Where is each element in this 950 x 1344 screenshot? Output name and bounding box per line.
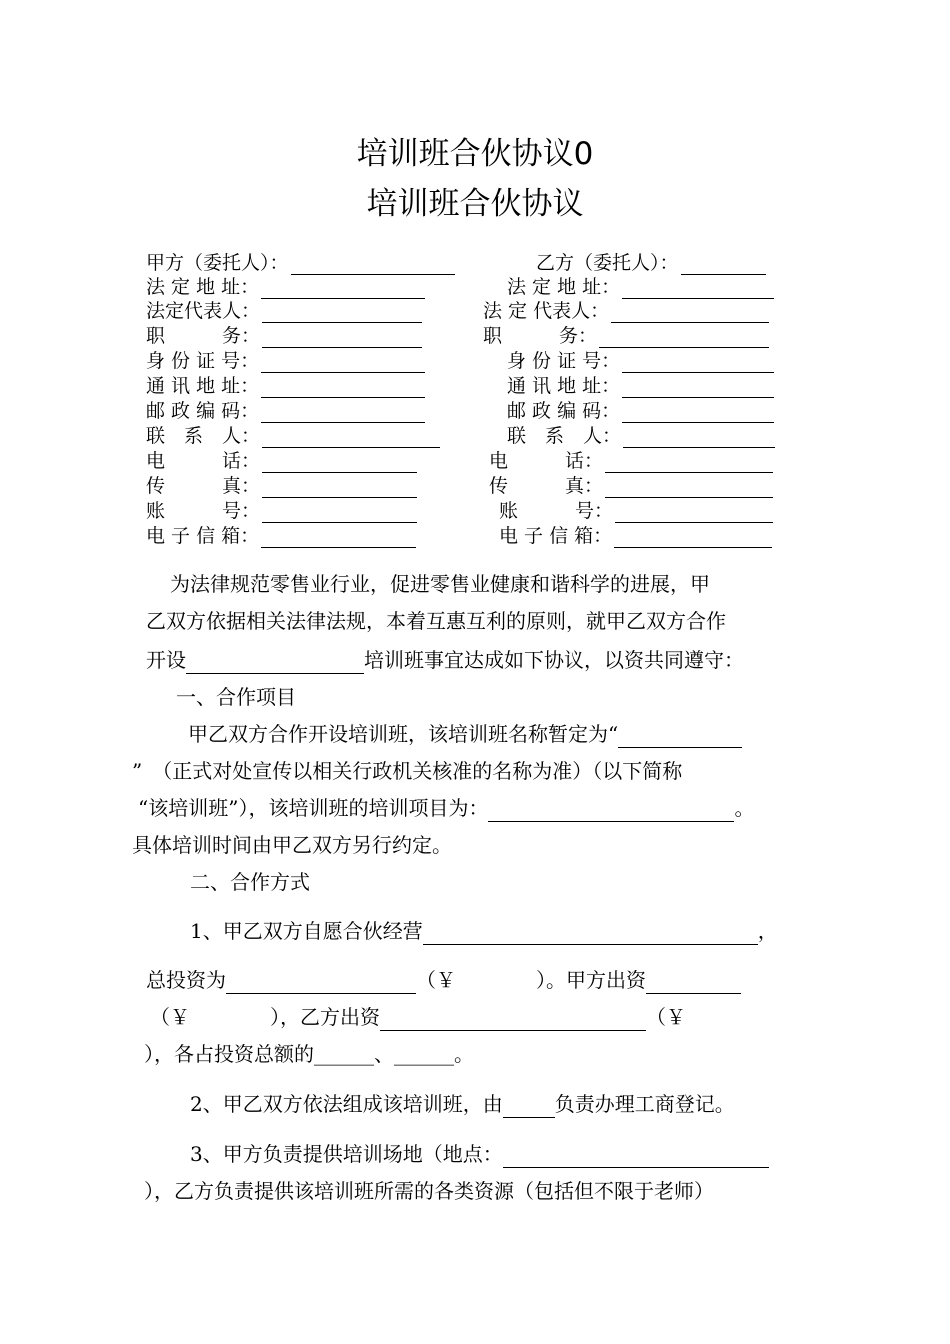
party-a-rep: 法定代表人：: [146, 299, 422, 323]
paragraph-2-line-3: “该培训班”），该培训班的培训项目为： 。: [138, 796, 755, 820]
party-b-account: 账 号：: [499, 499, 773, 523]
party-a-fax: 传 真：: [146, 474, 417, 498]
party-a-postcode: 邮 政 编 码：: [146, 399, 425, 423]
party-b-rep: 法 定 代表人：: [483, 299, 769, 323]
paragraph-2-line-1: 甲乙双方合作开设培训班，该培训班名称暂定为“: [188, 720, 742, 748]
party-a-address: 法 定 地 址：: [146, 275, 425, 299]
party-b-contact: 联 系 人：: [507, 424, 775, 448]
party-b-mail-address: 通 讯 地 址：: [507, 374, 774, 398]
party-b-postcode: 邮 政 编 码：: [507, 399, 774, 423]
party-a-mail-address: 通 讯 地 址：: [146, 374, 425, 398]
party-a-contact: 联 系 人：: [146, 424, 440, 448]
party-a-client: 甲方（委托人）：: [146, 251, 455, 275]
item-3-line-2: ），乙方负责提供该培训班所需的各类资源（包括但不限于老师）: [144, 1179, 714, 1203]
section-1-heading: 一、合作项目: [176, 685, 296, 709]
party-a-phone: 电 话：: [146, 449, 417, 473]
party-a-position: 职 务：: [146, 324, 422, 348]
investment-line-2: （￥ ），乙方出资 （￥: [150, 1005, 686, 1029]
title-line-2: 培训班合伙协议: [366, 186, 584, 222]
party-a-account: 账 号：: [146, 499, 417, 523]
paragraph-2-line-2: ” （正式对处宣传以相关行政机关核准的名称为准）（以下简称: [132, 759, 683, 783]
title-line-1: 培训班合伙协议0: [356, 136, 594, 172]
item-1: 1、甲乙双方自愿合伙经营 ，: [190, 919, 778, 943]
section-2-heading: 二、合作方式: [190, 870, 310, 894]
investment-line-3: ），各占投资总额的______、______。: [144, 1042, 474, 1066]
party-b-fax: 传 真：: [489, 474, 773, 498]
paragraph-2-line-4: 具体培训时间由甲乙双方另行约定。: [132, 833, 452, 857]
party-b-client: 乙方（委托人）：: [536, 251, 766, 275]
party-a-id: 身 份 证 号：: [146, 349, 425, 373]
party-b-address: 法 定 地 址：: [507, 275, 774, 299]
investment-line-1: 总投资为 （￥ ）。甲方出资: [146, 966, 741, 994]
party-a-email: 电 子 信 箱：: [146, 524, 416, 548]
party-b-email: 电 子 信 箱：: [499, 524, 772, 548]
party-b-position: 职 务：: [483, 324, 769, 348]
party-b-phone: 电 话：: [489, 449, 773, 473]
paragraph-1-line-3: 开设 培训班事宜达成如下协议，以资共同遵守：: [146, 648, 744, 672]
paragraph-1-line-2: 乙双方依据相关法律法规，本着互惠互利的原则，就甲乙双方合作: [146, 609, 726, 633]
item-3-line-1: 3、甲方负责提供培训场地（地点：: [190, 1140, 769, 1168]
party-b-id: 身 份 证 号：: [507, 349, 774, 373]
item-2: 2、甲乙双方依法组成该培训班，由 负责办理工商登记。: [190, 1092, 735, 1116]
paragraph-1-line-1: 为法律规范零售业行业，促进零售业健康和谐科学的进展，甲: [170, 572, 710, 596]
